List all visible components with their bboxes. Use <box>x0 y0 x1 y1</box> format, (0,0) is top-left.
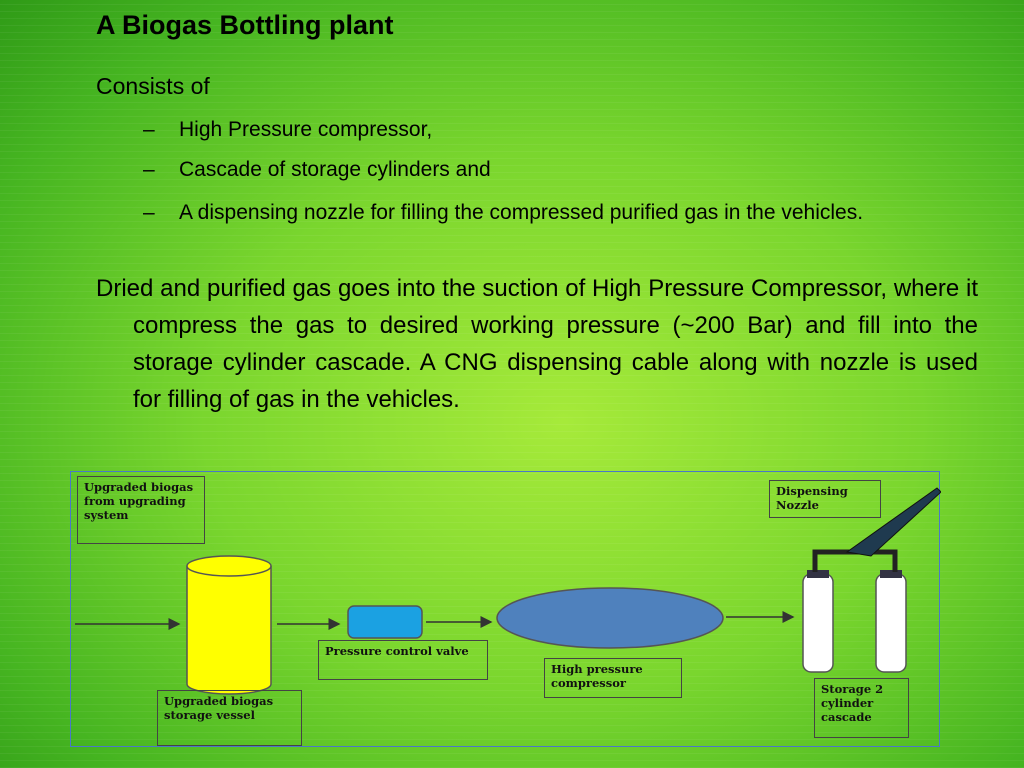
label-upgraded-biogas: Upgraded biogas from upgrading system <box>77 476 205 544</box>
list-item-text: A dispensing nozzle for filling the compressed purified gas in the vehicles. <box>179 201 864 224</box>
consists-of-heading: Consists of <box>96 73 210 99</box>
list-item <box>143 198 978 228</box>
bottling-plant-diagram <box>70 471 940 747</box>
label-nozzle: Dispensing Nozzle <box>769 480 881 518</box>
dash-bullet: – <box>143 158 155 181</box>
storage-cylinders-icon <box>803 570 906 672</box>
dash-bullet: – <box>143 201 155 224</box>
slide-title: A Biogas Bottling plant <box>96 10 394 40</box>
label-storage-vessel: Upgraded biogas storage vessel <box>157 690 302 746</box>
list-item-text: High Pressure compressor, <box>179 118 433 141</box>
list-item <box>143 155 978 185</box>
description-paragraph: Dried and purified gas goes into the suction of High Pressure Compressor, where it compress the gas to desired working pressure (~200 Bar) and fill into the storage cylinder cascade. A CNG dispensing cable along with nozzle is used for filling of gas in the vehicles. <box>96 275 978 413</box>
manifold-pipe <box>815 552 895 572</box>
pressure-valve-icon <box>348 606 422 638</box>
dash-bullet: – <box>143 118 155 141</box>
compressor-icon <box>497 588 723 648</box>
label-pressure-valve: Pressure control valve <box>318 640 488 680</box>
label-compressor: High pressure compressor <box>544 658 682 698</box>
list-item <box>143 115 978 145</box>
list-item-text: Cascade of storage cylinders and <box>179 158 491 181</box>
storage-vessel-icon <box>187 556 271 694</box>
label-cylinder-cascade: Storage 2 cylinder cascade <box>814 678 909 738</box>
